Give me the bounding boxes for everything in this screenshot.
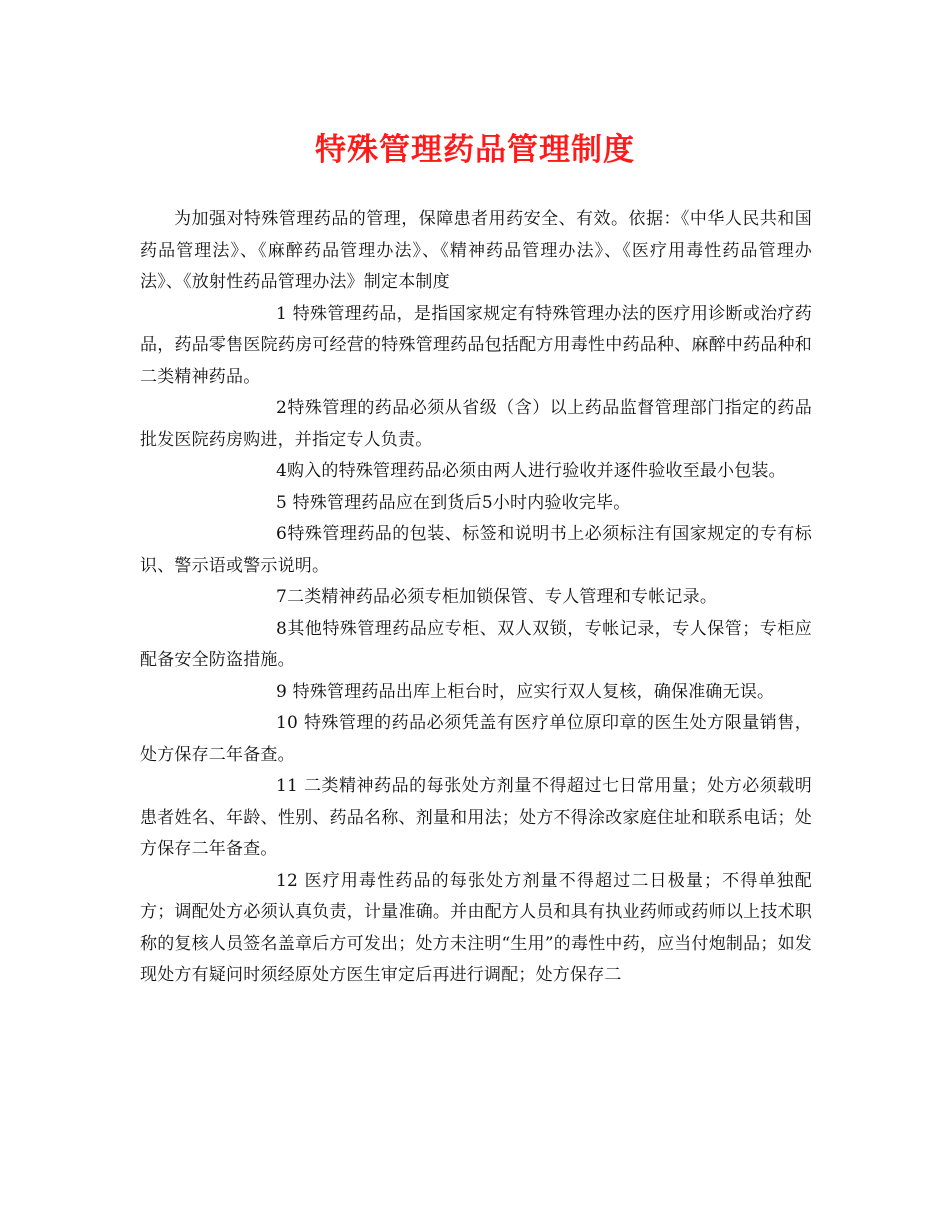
regulation-item-10: 10 特殊管理的药品必须凭盖有医疗单位原印章的医生处方限量销售，处方保存二年备查。	[140, 713, 812, 765]
regulation-item-4: 4购入的特殊管理药品必须由两人进行验收并逐件验收至最小包装。	[276, 461, 786, 481]
regulation-item-5: 5 特殊管理药品应在到货后5小时内验收完毕。	[276, 492, 631, 513]
document-title: 特殊管理药品管理制度	[315, 132, 635, 168]
document-body	[140, 204, 812, 992]
regulation-item-11: 11 二类精神药品的每张处方剂量不得超过七日常用量；处方必须载明患者姓名、年龄、性别、药品名称、剂量和用法；处方不得涂改家庭住址和联系电话；处方保存二年备查。	[140, 776, 812, 859]
regulation-item-2: 2特殊管理的药品必须从省级（含）以上药品监督管理部门指定的药品批发医院药房购进，并指定专人负责。	[140, 398, 812, 450]
regulation-item-9: 9 特殊管理药品出库上柜台时，应实行双人复核，确保准确无误。	[276, 681, 775, 702]
regulation-item-8: 8其他特殊管理药品应专柜、双人双锁，专帐记录，专人保管；专柜应配备安全防盗措施。	[140, 618, 812, 670]
regulation-item-6: 6特殊管理药品的包装、标签和说明书上必须标注有国家规定的专有标识、警示语或警示说明。	[140, 524, 812, 576]
regulation-item-1: 1 特殊管理药品，是指国家规定有特殊管理办法的医疗用诊断或治疗药品，药品零售医院药房可经营的特殊管理药品包括配方用毒性中药品种、麻醉中药品种和二类精神药品。	[140, 303, 812, 387]
regulation-item-7: 7二类精神药品必须专柜加锁保管、专人管理和专帐记录。	[276, 587, 718, 607]
intro-paragraph: 为加强对特殊管理药品的管理，保障患者用药安全、有效。依据：《中华人民共和国药品管理法》、《麻醉药品管理办法》、《精神药品管理办法》、《医疗用毒性药品管理办法》、《放射性药品管理办法》制定本制度	[140, 209, 812, 292]
regulation-item-12: 12 医疗用毒性药品的每张处方剂量不得超过二日极量；不得单独配方；调配处方必须认真负责，计量准确。并由配方人员和具有执业药师或药师以上技术职称的复核人员签名盖章后方可发出；处方未注明“生用”的毒性中药，应当付炮制品；如发现处方有疑问时须经原处方医生审定后再进行调配；处方保存二	[140, 870, 812, 985]
